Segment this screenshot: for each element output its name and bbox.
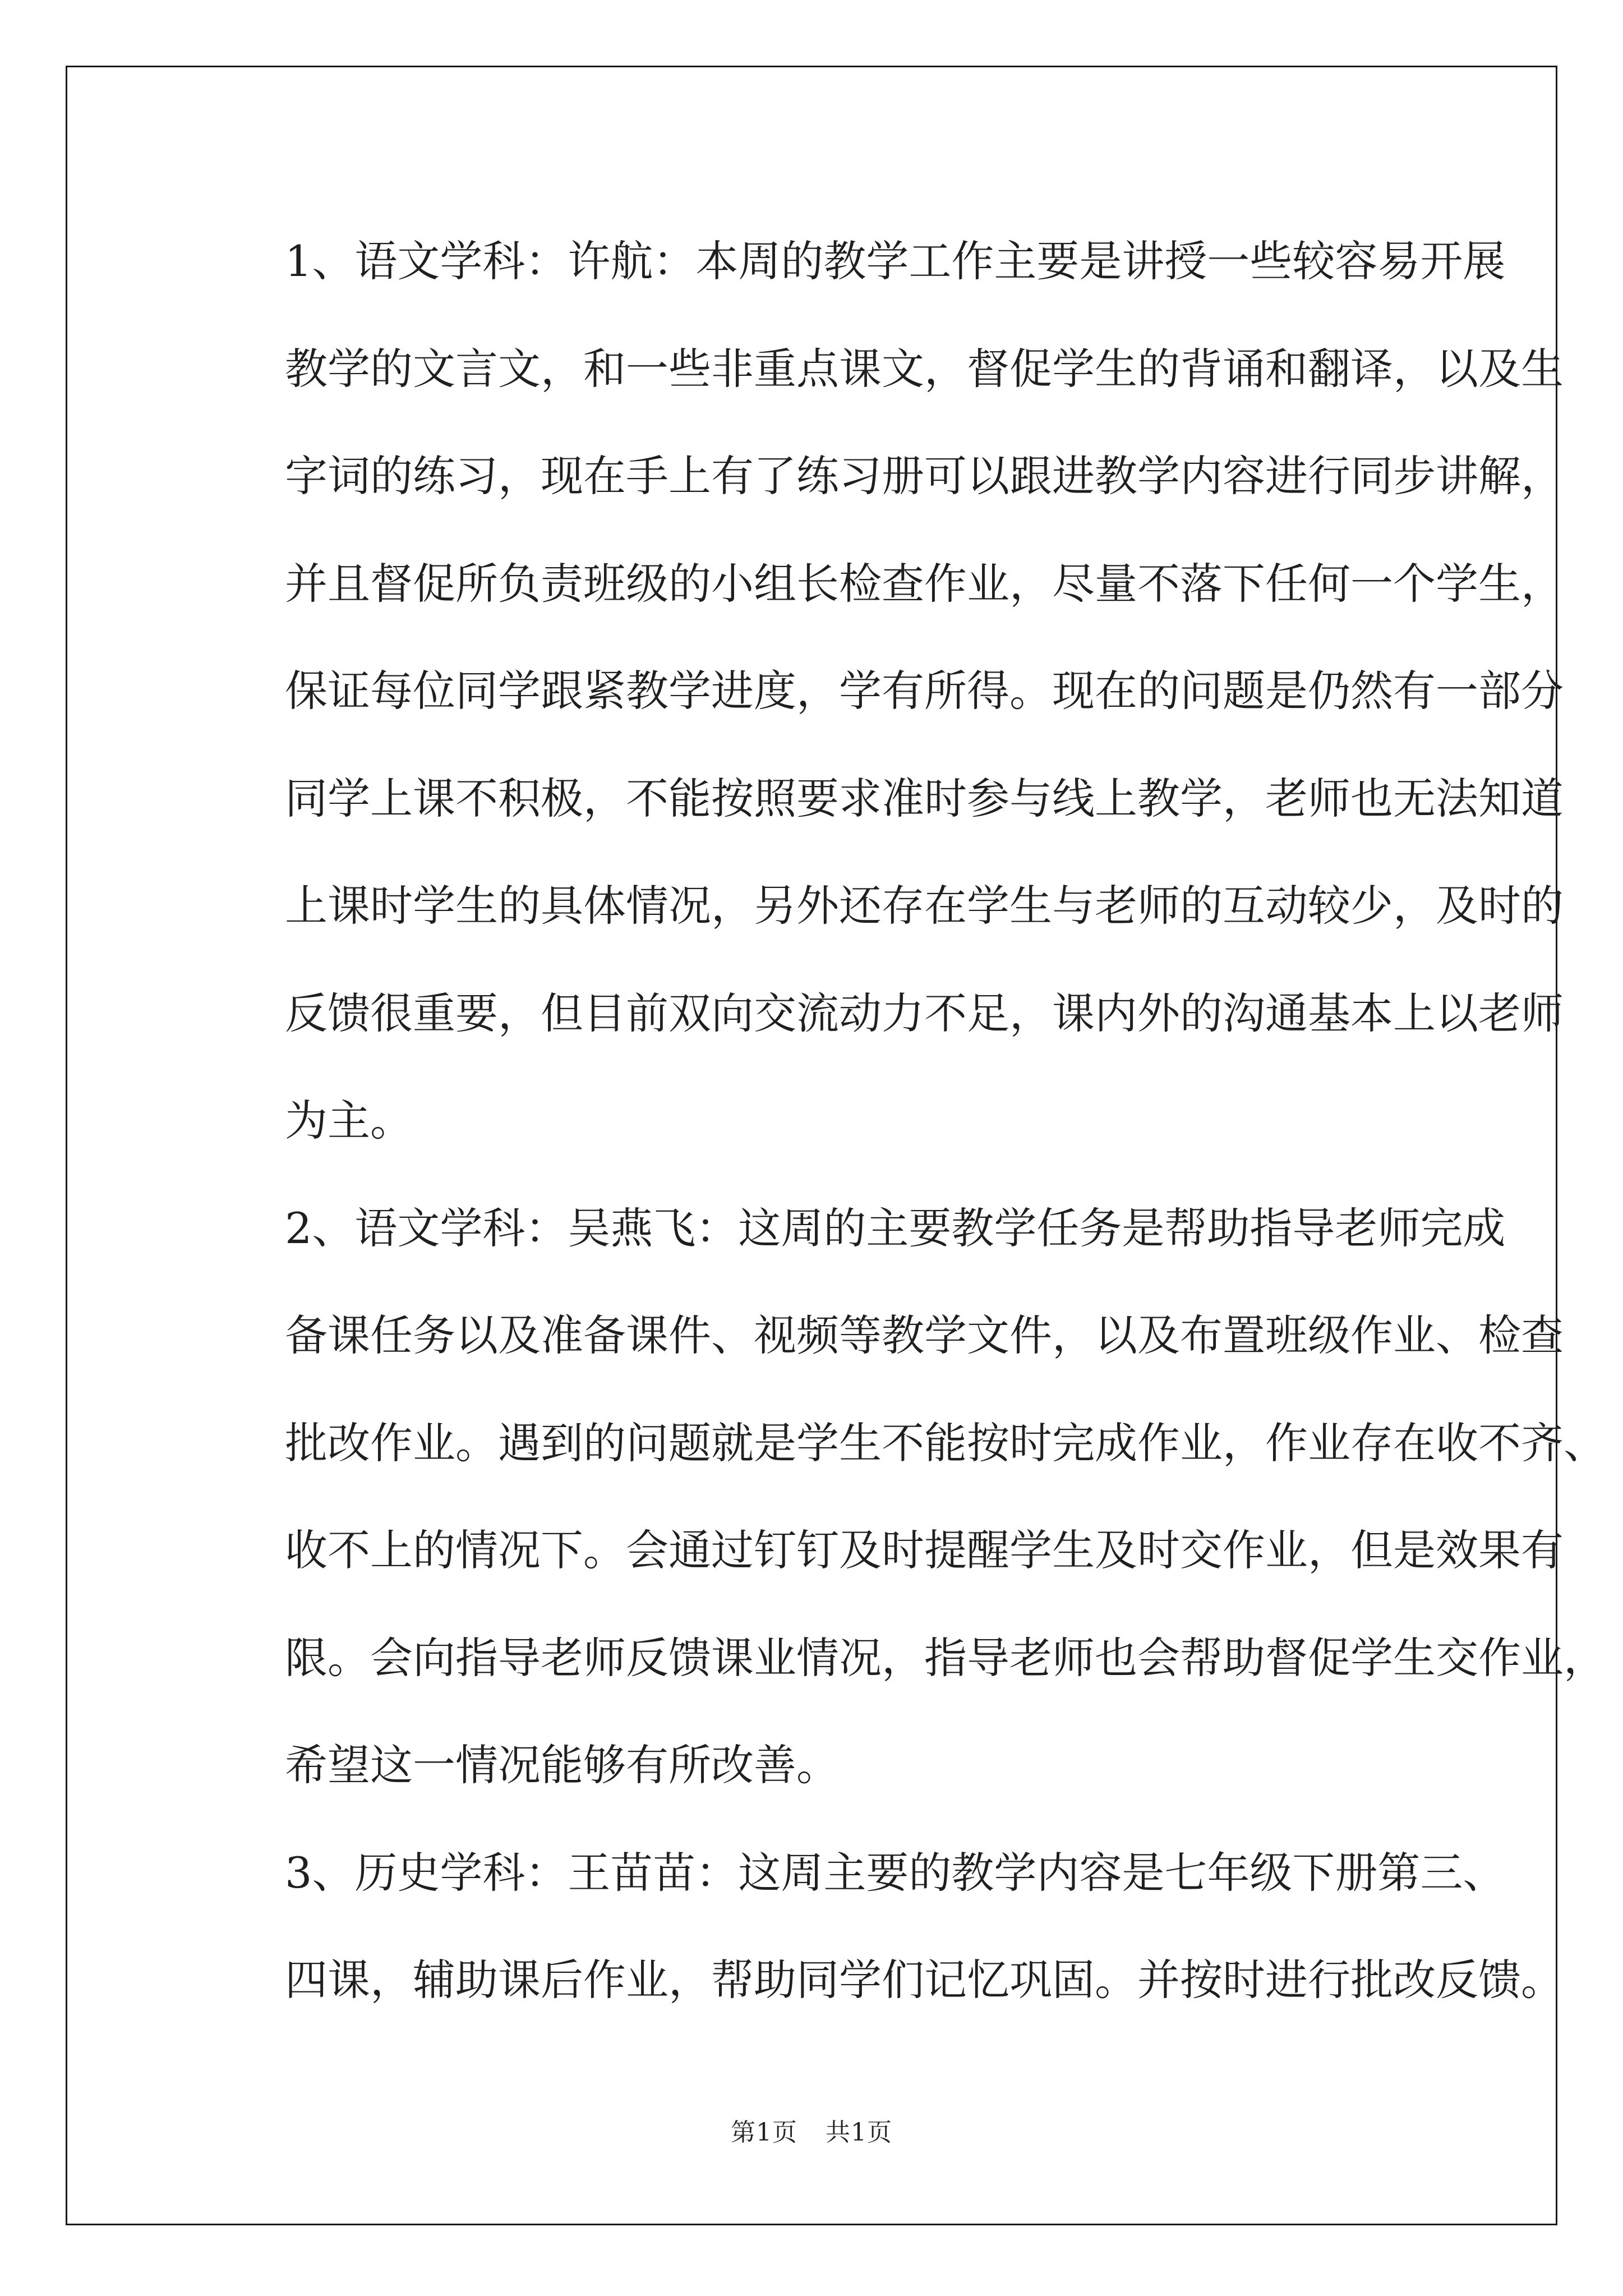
text-line: 2、语文学科：吴燕飞：这周的主要教学任务是帮助指导老师完成 — [285, 1203, 1506, 1253]
text-line: 为主。 — [285, 1096, 413, 1145]
text-line: 同学上课不积极，不能按照要求准时参与线上教学，老师也无法知道 — [285, 773, 1564, 823]
text-line: 限。会向指导老师反馈课业情况，指导老师也会帮助督促学生交作业， — [285, 1632, 1606, 1683]
paragraph-1 — [202, 208, 1564, 1175]
text-line: 反馈很重要，但目前双向交流动力不足，课内外的沟通基本上以老师 — [285, 988, 1564, 1038]
paragraph-3 — [202, 1819, 1564, 2034]
text-line: 教学的文言文，和一些非重点课文，督促学生的背诵和翻译，以及生 — [285, 343, 1564, 394]
paragraph-2 — [202, 1175, 1606, 1819]
page-number: 第1页 — [731, 2118, 797, 2147]
text-line: 批改作业。遇到的问题就是学生不能按时完成作业，作业存在收不齐、 — [285, 1418, 1606, 1468]
text-line: 并且督促所负责班级的小组长检查作业，尽量不落下任何一个学生， — [285, 558, 1564, 609]
text-line: 上课时学生的具体情况，另外还存在学生与老师的互动较少，及时的 — [285, 881, 1564, 931]
text-line: 1、语文学科：许航：本周的教学工作主要是讲授一些较容易开展 — [285, 236, 1506, 286]
text-line: 收不上的情况下。会通过钉钉及时提醒学生及时交作业，但是效果有 — [285, 1525, 1564, 1575]
text-line: 3、历史学科：王苗苗：这周主要的教学内容是七年级下册第三、 — [285, 1847, 1506, 1898]
text-line: 希望这一情况能够有所改善。 — [285, 1740, 839, 1790]
document-body — [202, 208, 1606, 2034]
text-line: 字词的练习，现在手上有了练习册可以跟进教学内容进行同步讲解， — [285, 451, 1564, 501]
text-line: 四课，辅助课后作业，帮助同学们记忆巩固。并按时进行批改反馈。 — [285, 1955, 1564, 2005]
page-footer — [0, 2112, 1623, 2148]
text-line: 保证每位同学跟紧教学进度，学有所得。现在的问题是仍然有一部分 — [285, 666, 1564, 716]
text-line: 备课任务以及准备课件、视频等教学文件，以及布置班级作业、检查 — [285, 1310, 1564, 1360]
page-total: 共1页 — [826, 2118, 892, 2147]
